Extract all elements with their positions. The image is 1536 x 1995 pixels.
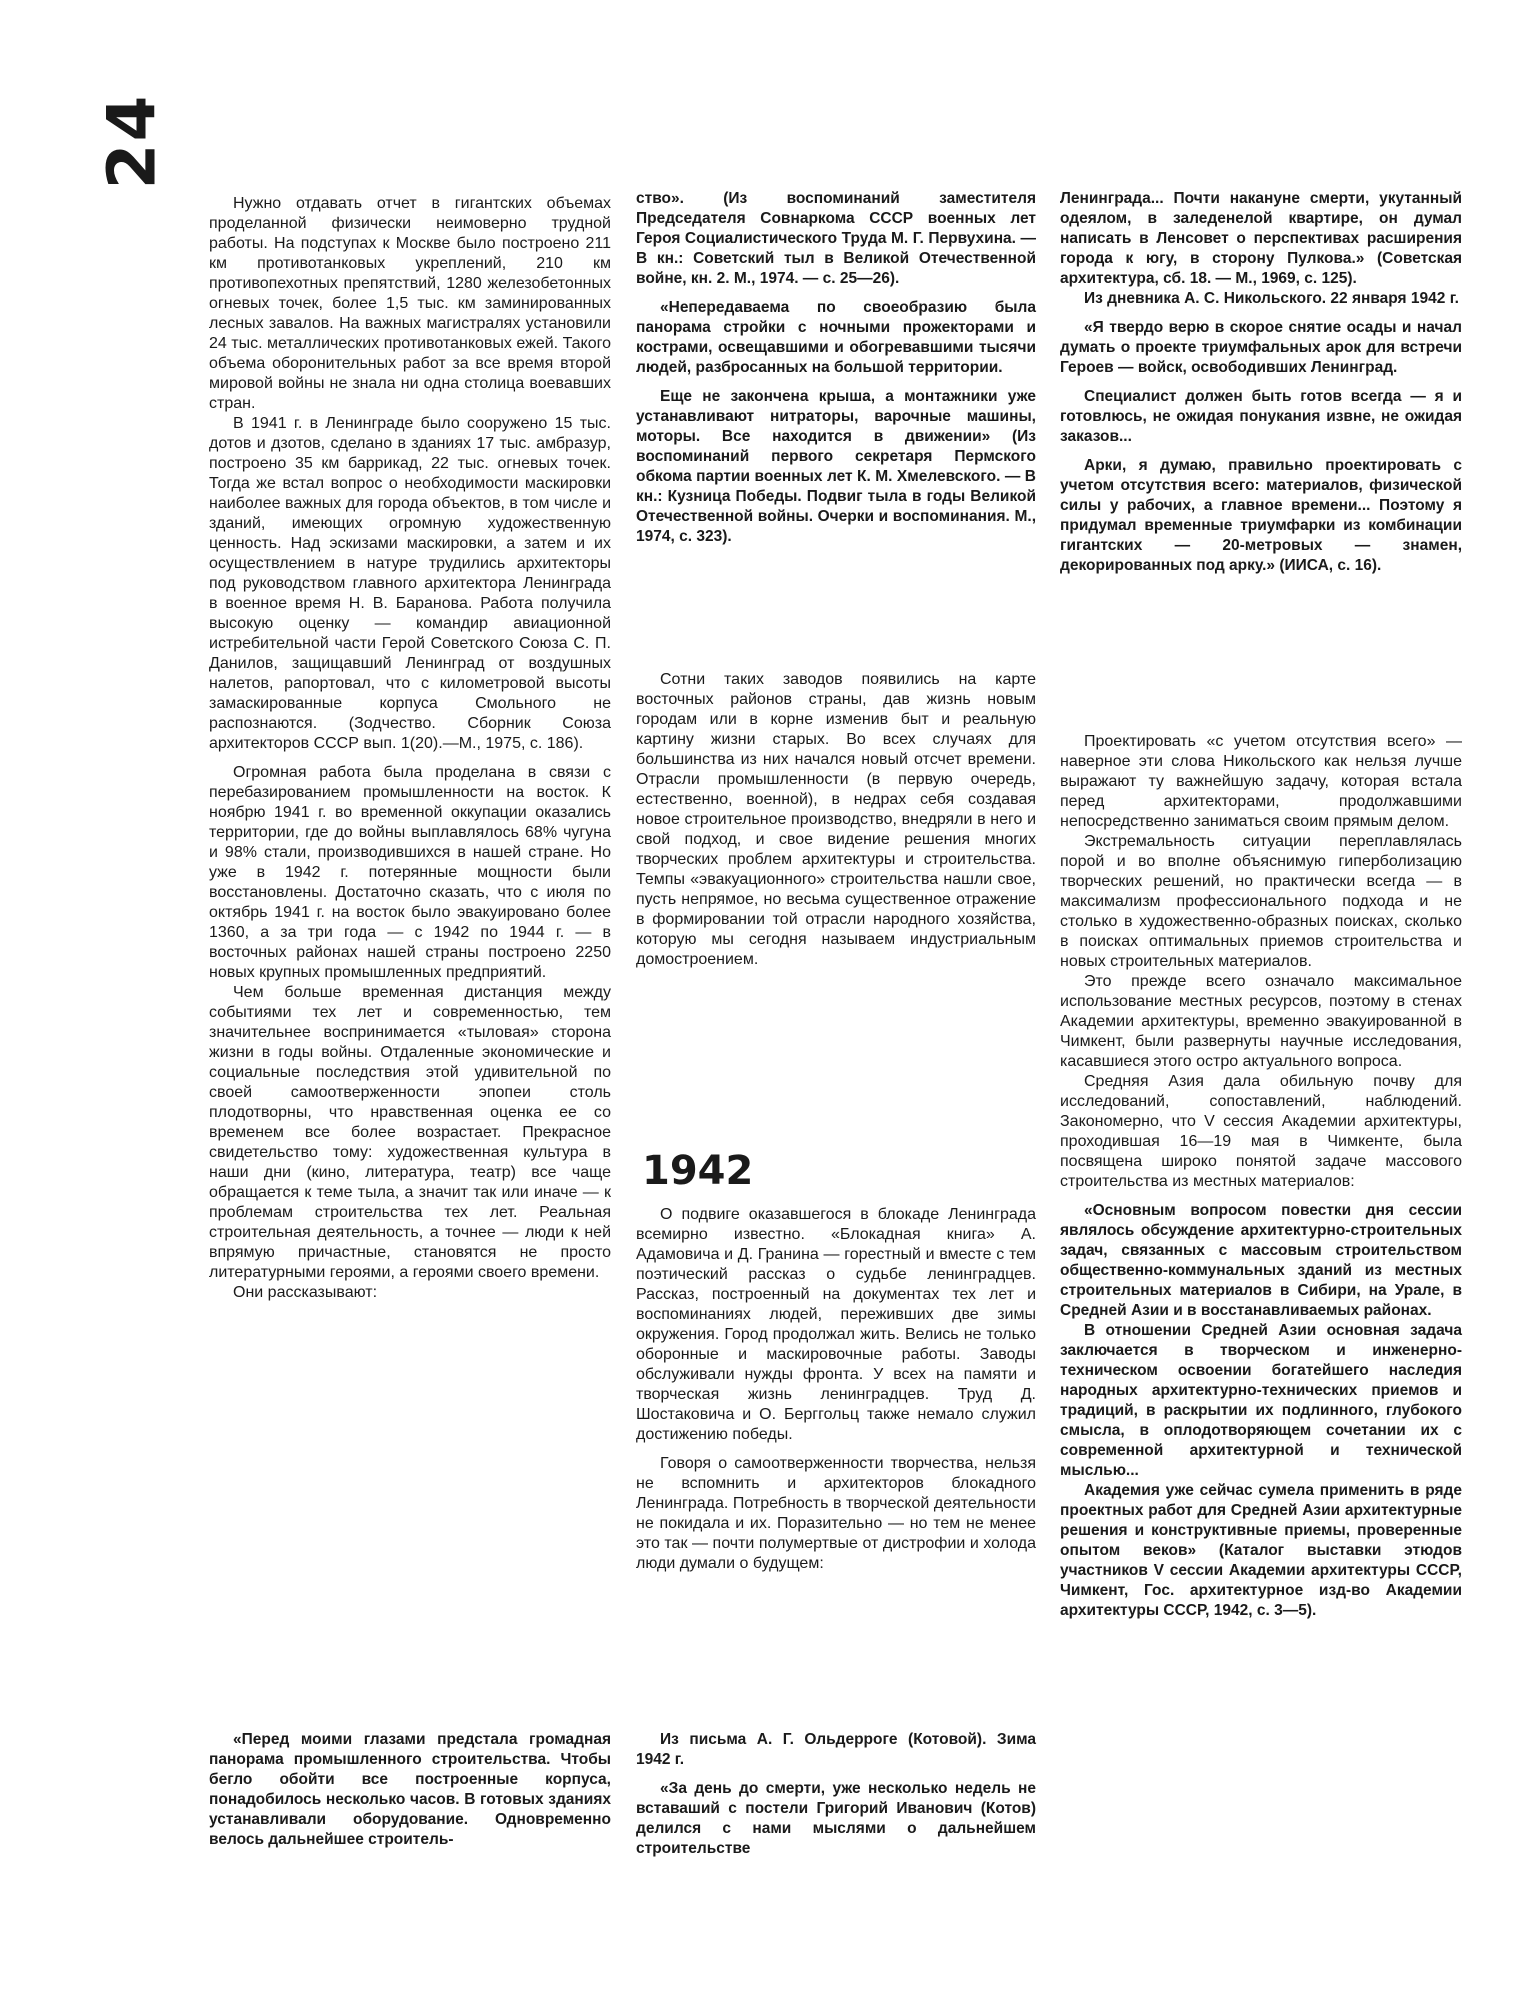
page-number xyxy=(93,86,171,196)
quote-paragraph: В отношении Средней Азии основная задача заключается в творческом и инженерно-техническом освоении богатейшего наследия народных архитектурно-технических приемов и традиций, в раскрытии их подлинного, глубокого смысла, в оплодотворяющем сочетании их с современной архитектурной и технической мыслью... xyxy=(1060,1322,1462,1479)
quote-block xyxy=(636,1730,1036,1859)
paragraph: Сотни таких заводов появились на карте восточных районов страны, дав жизнь новым городам или в корне изменив быт и реальную картину жизни старых. Во всех случаях для большинства из них начался новый отсчет времени. Отрасли промышленности (в первую очередь, естественно, военной), в недрах себя создавая новое строительное производство, внедряли в него и свой подход, и свое видение решения многих творческих проблем архитектуры и строительства. Темпы «эвакуационного» строительства нашли свое, пусть непрямое, но весьма существенное отражение в формировании той отрасли народного хозяйства, которую мы сегодня называем индустриальным домостроением. xyxy=(636,671,1036,968)
quote-paragraph: «Перед моими глазами предстала громадная панорама промышленного строительства. Чтобы бегло обойти все построенные корпуса, понадобилось несколько часов. В готовых зданиях устанавливали оборудование. Одновременно велось дальнейшее строитель- xyxy=(209,1731,611,1848)
section-year-heading: 1942 xyxy=(642,1148,754,1194)
source-line: Из письма А. Г. Ольдерроге (Котовой). Зима 1942 г. xyxy=(636,1731,1036,1768)
quote-paragraph: Специалист должен быть готов всегда — я и готовлюсь, не ожидая понукания извне, не ожидая заказов... xyxy=(1060,388,1462,445)
text-block xyxy=(636,670,1036,970)
quote-block xyxy=(209,1730,611,1850)
paragraph: Экстремальность ситуации переплавлялась порой и во вполне объяснимую гиперболизацию творческих решений, но практически всегда — в максимализм профессионального подхода и не столько в художественно-образных поисках, сколько в поисках оптимальных приемов строительства и новых строительных материалов. xyxy=(1060,833,1462,970)
quote-paragraph: «Непередаваема по своеобразию была панорама стройки с ночными прожекторами и кострами, освещавшими и обогревавшими тысячи людей, разбросанных на большой территории. xyxy=(636,299,1036,376)
paragraph: Средняя Азия дала обильную почву для исследований, сопоставлений, наблюдений. Закономерно, что V сессия Академии архитектуры, проходившая 16—19 мая в Чимкенте, была посвящена широко понятой задаче массового строительства из местных материалов: xyxy=(1060,1073,1462,1190)
paragraph: Проектировать «с учетом отсутствия всего» — наверное эти слова Никольского как нельзя лучше выражают ту важнейшую задачу, которая встала перед архитекторами, продолжавшими непосредственно заниматься своим прямым делом. xyxy=(1060,733,1462,830)
paragraph: Они рассказывают: xyxy=(233,1284,378,1301)
quote-paragraph: Академия уже сейчас сумела применить в ряде проектных работ для Средней Азии архитектурные решения и конструктивные приемы, проверенные опытом веков» (Каталог выставки этюдов участников V сессии Академии архитектуры СССР, Чимкент, Гос. архитектурное изд-во Академии архитектуры СССР, 1942, с. 3—5). xyxy=(1060,1482,1462,1619)
quote-paragraph: «Основным вопросом повестки дня сессии являлось обсуждение архитектурно-строительных задач, связанных с массовым строительством общественно-коммунальных зданий из местных строительных материалов в Сибири, на Урале, в Средней Азии и в восстанавливаемых районах. xyxy=(1060,1202,1462,1319)
text-block xyxy=(1060,732,1462,1621)
column-left xyxy=(209,194,611,1303)
source-line: Из дневника А. С. Никольского. 22 января 1942 г. xyxy=(1084,290,1459,307)
column-right xyxy=(1060,189,1462,576)
text-block xyxy=(636,1205,1036,1574)
quote-paragraph: Еще не закончена крыша, а монтажники уже устанавливают нитраторы, варочные машины, моторы. Все находится в движении» (Из воспоминаний первого секретаря Пермского обкома партии военных лет К. М. Хмелевского. — В кн.: Кузница Победы. Подвиг тыла в годы Великой Отечественной войны. Очерки и воспоминания. М., 1974, с. 323). xyxy=(636,388,1036,545)
quote-paragraph: «За день до смерти, уже несколько недель не вставаший с постели Григорий Иванович (Котов) делился с нами мыслями о дальнейшем строительстве xyxy=(636,1780,1036,1857)
quote-paragraph: «Я твердо верю в скорое снятие осады и начал думать о проекте триумфальных арок для встречи Героев — войск, освободивших Ленинград. xyxy=(1060,319,1462,376)
page-number-text: 24 xyxy=(93,93,171,189)
quote-paragraph: ство». (Из воспоминаний заместителя Председателя Совнаркома СССР военных лет Героя Социалистического Труда М. Г. Первухина. — В кн.: Советский тыл в Великой Отечественной войне, кн. 2. М., 1974. — с. 25—26). xyxy=(636,190,1036,287)
paragraph: Нужно отдавать отчет в гигантских объемах проделанной физически неимоверно трудной работы. На подступах к Москве было построено 211 км противотанковых укреплений, 210 км противопехотных препятствий, 1280 железобетонных огневых точек, более 1,5 тыс. км заминированных лесных завалов. На важных магистралях установили 24 тыс. металлических противотанковых ежей. Такого объема оборонительных работ за все время второй мировой войны не знала ни одна столица воевавших стран. xyxy=(209,195,611,412)
quote-paragraph: Арки, я думаю, правильно проектировать с учетом отсутствия всего: материалов, физической силы у рабочих, а главное времени... Поэтому я придумал временные триумфарки из комбинации гигантских — 20-метровых — знамен, декорированных под арку.» (ИИСА, с. 16). xyxy=(1060,457,1462,574)
quote-paragraph: Ленинграда... Почти накануне смерти, укутанный одеялом, в заледенелой квартире, он думал написать в Ленсовет о перспективах расширения города к югу, в сторону Пулкова.» (Советская архитектура, сб. 18. — М., 1969, с. 125). xyxy=(1060,190,1462,287)
paragraph: В 1941 г. в Ленинграде было сооружено 15 тыс. дотов и дзотов, сделано в зданиях 17 тыс. амбразур, построено 35 км баррикад, 22 тыс. огневых точек. Тогда же встал вопрос о необходимости маскировки наиболее важных для города объектов, в том числе и зданий, имеющих огромную художественную ценность. Над эскизами маскировки, а затем и их осуществлением в натуре трудились архитекторы под руководством главного архитектора Ленинграда в военное время Н. В. Баранова. Работа получила высокую оценку — командир авиационной истребительной части Герой Советского Союза С. П. Данилов, защищавший Ленинград от воздушных налетов, рапортовал, что с километровой высоты замаскированные корпуса Смольного не распознаются. (Зодчество. Сборник Союза архитекторов СССР вып. 1(20).—М., 1975, с. 186). xyxy=(209,415,611,752)
paragraph: Огромная работа была проделана в связи с перебазированием промышленности на восток. К ноябрю 1941 г. во временной оккупации оказались территории, где до войны выплавлялось 68% чугуна и 98% стали, производившихся в нашей стране. Но уже в 1942 г. потерянные мощности были восстановлены. Достаточно сказать, что с июля по октябрь 1941 г. на восток было эвакуировано более 1360, а за три года — с 1942 по 1944 г. — в восточных районах нашей страны построено 2250 новых крупных промышленных предприятий. xyxy=(209,764,611,981)
column-middle xyxy=(636,189,1036,547)
paragraph: Чем больше временная дистанция между событиями тех лет и современностью, тем значительнее воспринимается «тыловая» сторона жизни в годы войны. Отдаленные экономические и социальные последствия этой удивительной по своей самоотверженности эпопеи столь плодотворны, что нравственная оценка ее со временем все более возрастает. Прекрасное свидетельство тому: художественная культура в наши дни (кино, литература, театр) все чаще обращается к теме тыла, а значит так или иначе — к проблемам строительства тех лет. Реальная строительная деятельность, а точнее — люди к ней впрямую причастные, становятся не просто литературными героями, а героями своего времени. xyxy=(209,984,611,1281)
paragraph: Это прежде всего означало максимальное использование местных ресурсов, поэтому в стенах Академии архитектуры, временно эвакуированной в Чимкент, были развернуты научные исследования, касавшиеся этого остро актуального вопроса. xyxy=(1060,973,1462,1070)
paragraph: О подвиге оказавшегося в блокаде Ленинграда всемирно известно. «Блокадная книга» А. Адамовича и Д. Гранина — горестный и вместе с тем поэтический рассказ о судьбе ленинградцев. Рассказ, построенный на документах тех лет и воспоминаниях людей, переживших две зимы окружения. Город продолжал жить. Велись не только оборонные и маскировочные работы. Заводы обслуживали нужды фронта. У всех на памяти и творческая жизнь ленинградцев. Труд Д. Шостаковича и О. Берггольц также немало служил достижению победы. xyxy=(636,1206,1036,1443)
paragraph: Говоря о самоотверженности творчества, нельзя не вспомнить и архитекторов блокадного Ленинграда. Потребность в творческой деятельности не покидала и их. Поразительно — но тем не менее это так — почти полумертвые от дистрофии и холода люди думали о будущем: xyxy=(636,1455,1036,1572)
